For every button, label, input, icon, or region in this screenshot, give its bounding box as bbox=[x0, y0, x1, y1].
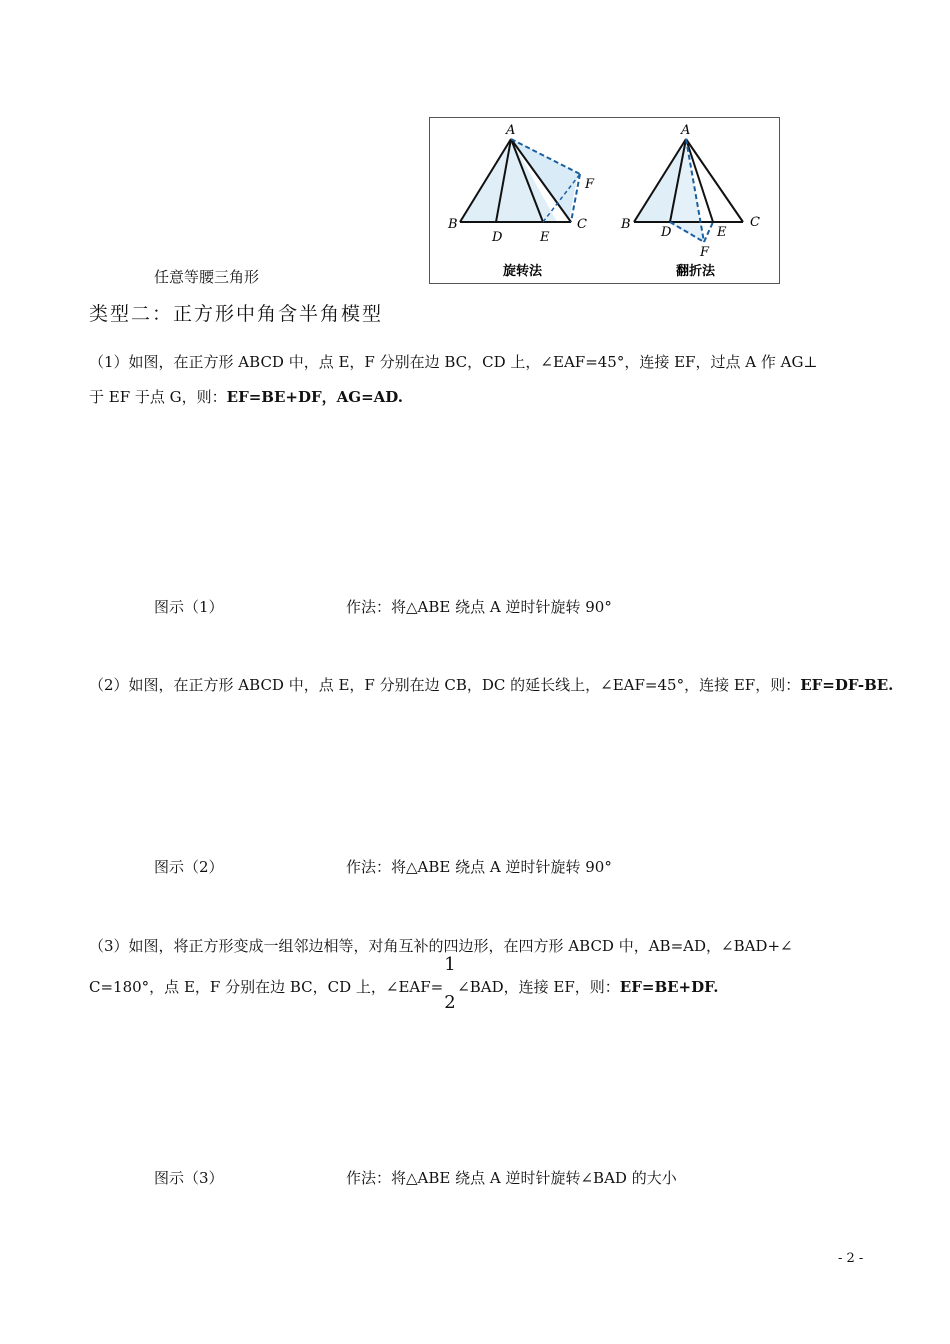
item1-line1: （1）如图，在正方形 ABCD 中，点 E，F 分别在边 BC，CD 上，∠EAF=45°，连接 EF，过点 A 作 AG⊥ bbox=[89, 353, 818, 371]
label-left-A: A bbox=[506, 123, 516, 138]
item2-line1: （2）如图，在正方形 ABCD 中，点 E，F 分别在边 CB，DC 的延长线上，∠EAF=45°，连接 EF，则：EF=DF-BE. bbox=[89, 676, 894, 694]
item1-conclusion: EF=BE+DF，AG=AD. bbox=[226, 388, 403, 406]
label-left-C: C bbox=[577, 217, 587, 232]
triangle-figures bbox=[429, 117, 780, 284]
label-right-B: B bbox=[621, 217, 631, 232]
item3-conclusion: EF=BE+DF. bbox=[619, 978, 719, 996]
label-right-A: A bbox=[681, 123, 691, 138]
item1-method: 作法：将△ABE 绕点 A 逆时针旋转 90° bbox=[346, 598, 612, 616]
item2-conclusion: EF=DF-BE. bbox=[800, 676, 894, 694]
item3-line2: C=180°，点 E，F 分别在边 BC，CD 上，∠EAF= 1 2 ∠BAD，连接 EF，则：EF=BE+DF. bbox=[89, 954, 719, 1013]
item2-method: 作法：将△ABE 绕点 A 逆时针旋转 90° bbox=[346, 858, 612, 876]
caption-rotation: 旋转法 bbox=[503, 264, 543, 279]
fraction-numerator: 1 bbox=[444, 954, 456, 975]
label-right-F: F bbox=[700, 245, 710, 260]
page-number: - 2 - bbox=[838, 1251, 864, 1266]
label-left-B: B bbox=[448, 217, 458, 232]
item3-line1: （3）如图，将正方形变成一组邻边相等，对角互补的四边形，在四方形 ABCD 中，AB=AD，∠BAD+∠ bbox=[89, 937, 793, 955]
item2-figure-label: 图示（2） bbox=[154, 858, 224, 876]
label-right-C: C bbox=[750, 215, 760, 230]
label-left-D: D bbox=[492, 230, 503, 245]
half-fraction bbox=[443, 954, 457, 1013]
label-right-D: D bbox=[661, 225, 672, 240]
item1-figure-label: 图示（1） bbox=[154, 598, 224, 616]
item1-line2: 于 EF 于点 G，则：EF=BE+DF，AG=AD. bbox=[89, 388, 403, 406]
label-right-E: E bbox=[717, 225, 727, 240]
isosceles-label: 任意等腰三角形 bbox=[154, 268, 260, 286]
item3-figure-label: 图示（3） bbox=[154, 1169, 224, 1187]
label-left-E: E bbox=[540, 230, 550, 245]
triangle-diagrams bbox=[430, 118, 779, 283]
label-left-F: F bbox=[585, 177, 595, 192]
section-title: 类型二：正方形中角含半角模型 bbox=[89, 303, 384, 325]
caption-folding: 翻折法 bbox=[676, 264, 716, 279]
item3-method: 作法：将△ABE 绕点 A 逆时针旋转∠BAD 的大小 bbox=[346, 1169, 677, 1187]
fraction-denominator: 2 bbox=[444, 992, 456, 1013]
